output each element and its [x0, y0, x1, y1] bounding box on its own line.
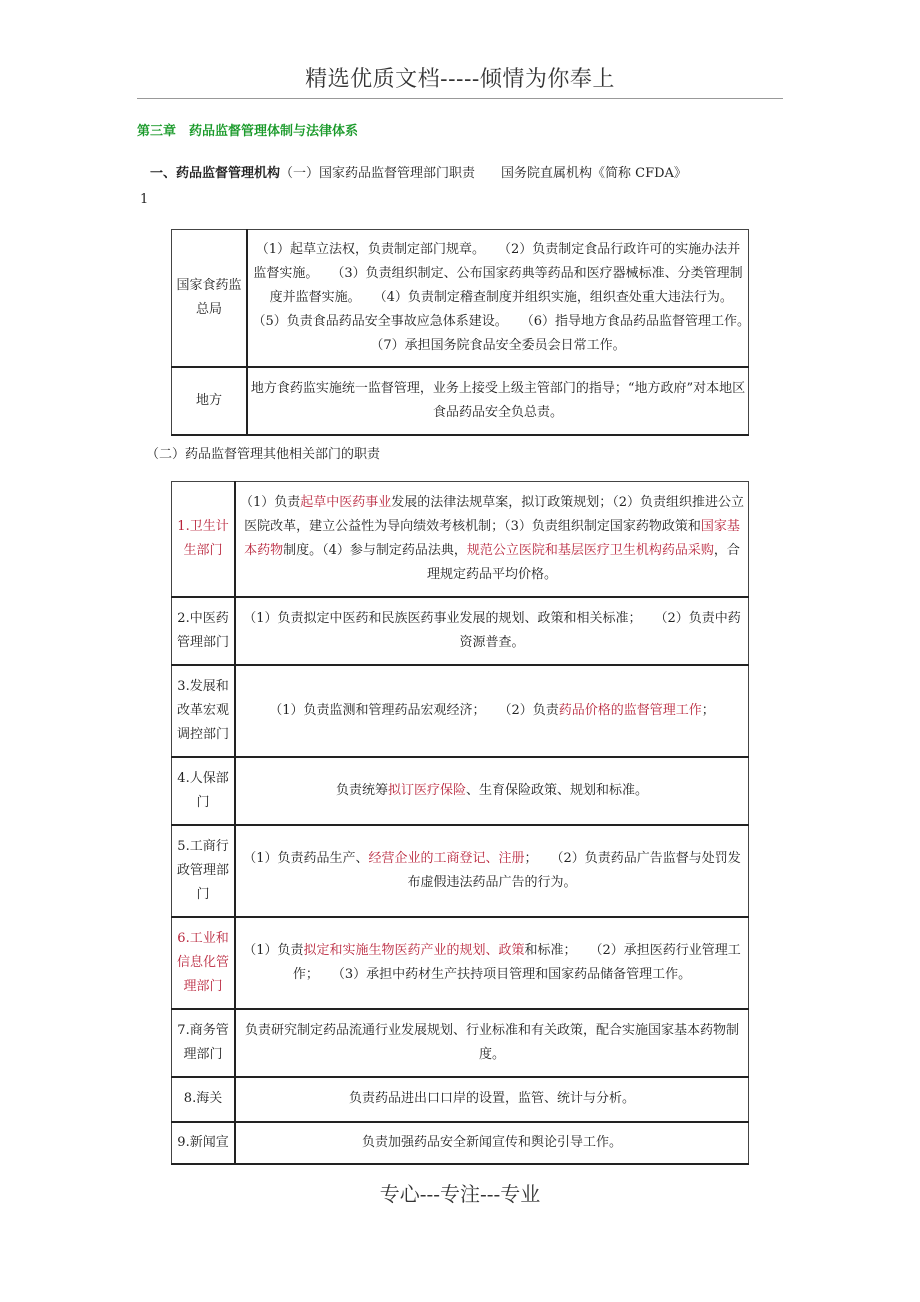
- row-label: [172, 825, 236, 917]
- body-text: 负责加强药品安全新闻宣传和舆论引导工作。: [361, 1134, 622, 1150]
- body-text: 负责统筹: [335, 782, 388, 798]
- body-text: （1）负责药品生产、: [243, 850, 369, 866]
- row-label: [172, 597, 236, 665]
- body-text: 发展的法律法规草案，拟订政策规划；（2）负责组织推进公立医院改革，建立公益性为导向绩效考核机制；（3）负责组织制定国家药物政策和: [244, 494, 745, 534]
- section-1-heading: 一、药品监督管理机构: [150, 166, 281, 181]
- highlighted-text: 经营企业的工商登记、注册: [368, 850, 525, 866]
- body-text: 、生育保险政策、规划和标准。: [466, 782, 649, 798]
- department-name: 3.发展和改革宏观调控部门: [176, 678, 229, 742]
- body-text: 负责药品进出口口岸的设置，监管、统计与分析。: [348, 1091, 635, 1106]
- department-name: 1.卫生计生部门: [177, 518, 229, 558]
- row-label: [172, 665, 236, 757]
- page-footer: 专心---专注---专业: [379, 1182, 541, 1206]
- chapter-title: 第三章 药品监督管理体制与法律体系: [137, 124, 359, 139]
- table-row: [172, 597, 749, 665]
- body-text: （1）负责: [243, 942, 304, 958]
- department-name: 5.工商行政管理部门: [176, 838, 229, 902]
- highlighted-text: 拟订医疗保险: [387, 782, 466, 798]
- table-row: [172, 1122, 749, 1164]
- row-label: 地方: [172, 367, 248, 435]
- header-divider: [137, 98, 783, 99]
- row-content: [247, 367, 749, 435]
- department-name: 9.新闻宣: [177, 1134, 229, 1150]
- row-label: [172, 482, 236, 597]
- page-header-title: 精选优质文档-----倾情为你奉上: [305, 67, 615, 92]
- table-row: [172, 367, 749, 435]
- row-label: [172, 917, 236, 1009]
- table-row: [172, 1077, 749, 1122]
- row-label: [172, 1009, 236, 1077]
- body-text: 制度。（4）参与制定药品法典，: [283, 542, 467, 558]
- body-text: 和标准； （2）承担医药行业管理工作； （3）承担中药材生产扶持项目管理和国家药品储备管理工作。: [292, 942, 741, 982]
- item-number: 1: [140, 192, 149, 207]
- section-1-heading-line: [150, 162, 687, 181]
- row-content: [235, 917, 749, 1009]
- department-name: 6.工业和信息化管理部门: [176, 930, 229, 994]
- row-content: [235, 1122, 749, 1164]
- body-text: 负责研究制定药品流通行业发展规划、行业标准和有关政策，配合实施国家基本药物制度。: [244, 1022, 739, 1062]
- body-text: （1）负责: [239, 494, 301, 510]
- body-text: ，合理规定药品平均价格。: [426, 542, 740, 582]
- row-content: [235, 1077, 749, 1122]
- body-text: （1）负责监测和管理药品宏观经济； （2）负责: [269, 702, 559, 718]
- body-text: ； （2）负责药品广告监督与处罚发布虚假违法药品广告的行为。: [407, 850, 741, 890]
- row-content: [247, 230, 770, 367]
- department-name: 4.人保部门: [177, 770, 229, 810]
- highlighted-text: 药品价格的监督管理工作: [558, 702, 702, 718]
- table-row: [172, 482, 749, 597]
- table-row: [172, 665, 749, 757]
- table-row: [172, 917, 749, 1009]
- other-departments-table: [171, 481, 749, 1165]
- highlighted-text: 规范公立医院和基层医疗卫生机构药品采购: [466, 542, 714, 558]
- highlighted-text: 起草中医药事业: [300, 494, 392, 510]
- body-text: 地方食药监实施统一监督管理，业务上接受上级主管部门的指导；“地方政府”对本地区食品药品安全负总责。: [250, 380, 746, 420]
- department-name: 2.中医药管理部门: [176, 610, 229, 650]
- body-text: （1）起草立法权，负责制定部门规章。 （2）负责制定食品行政许可的实施办法并监督实施。 （3）负责组织制定、公布国家药典等药品和医疗器械标准、分类管理制度并监督实施。 （4）负责制定稽查制度并组织实施，组织查处重大违法行为。 （5）负责食品药品安全事故应急体系建设。 （6）指导地方食品药品监督管理工作。 （7）承担国务院食品安全委员会日常工作。: [252, 241, 770, 353]
- row-content: [235, 665, 749, 757]
- body-text: ；: [701, 702, 715, 718]
- row-label: 国家食药监总局: [172, 230, 248, 367]
- table-row: [172, 1009, 749, 1077]
- section-1-subheading: （一）国家药品监督管理部门职责 国务院直属机构《简称 CFDA》: [280, 166, 687, 181]
- section-2-heading: （二）药品监督管理其他相关部门的职责: [146, 447, 381, 462]
- table-row: [172, 757, 749, 825]
- row-content: [235, 825, 749, 917]
- table-row: [172, 230, 749, 367]
- highlighted-text: 拟定和实施生物医药产业的规划、政策: [303, 942, 525, 958]
- row-content: [235, 597, 749, 665]
- table-row: [172, 825, 749, 917]
- row-label: [172, 757, 236, 825]
- row-label: [172, 1122, 236, 1164]
- row-content: [235, 1009, 749, 1077]
- cfda-duties-table: [171, 229, 770, 436]
- highlighted-text: 国家基本药物: [244, 518, 740, 558]
- department-name: 7.商务管理部门: [177, 1022, 229, 1062]
- row-label: [172, 1077, 236, 1122]
- row-content: [235, 482, 749, 597]
- body-text: （1）负责拟定中医药和民族医药事业发展的规划、政策和相关标准； （2）负责中药资源普查。: [243, 610, 741, 650]
- row-content: [235, 757, 749, 825]
- department-name: 8.海关: [183, 1091, 223, 1106]
